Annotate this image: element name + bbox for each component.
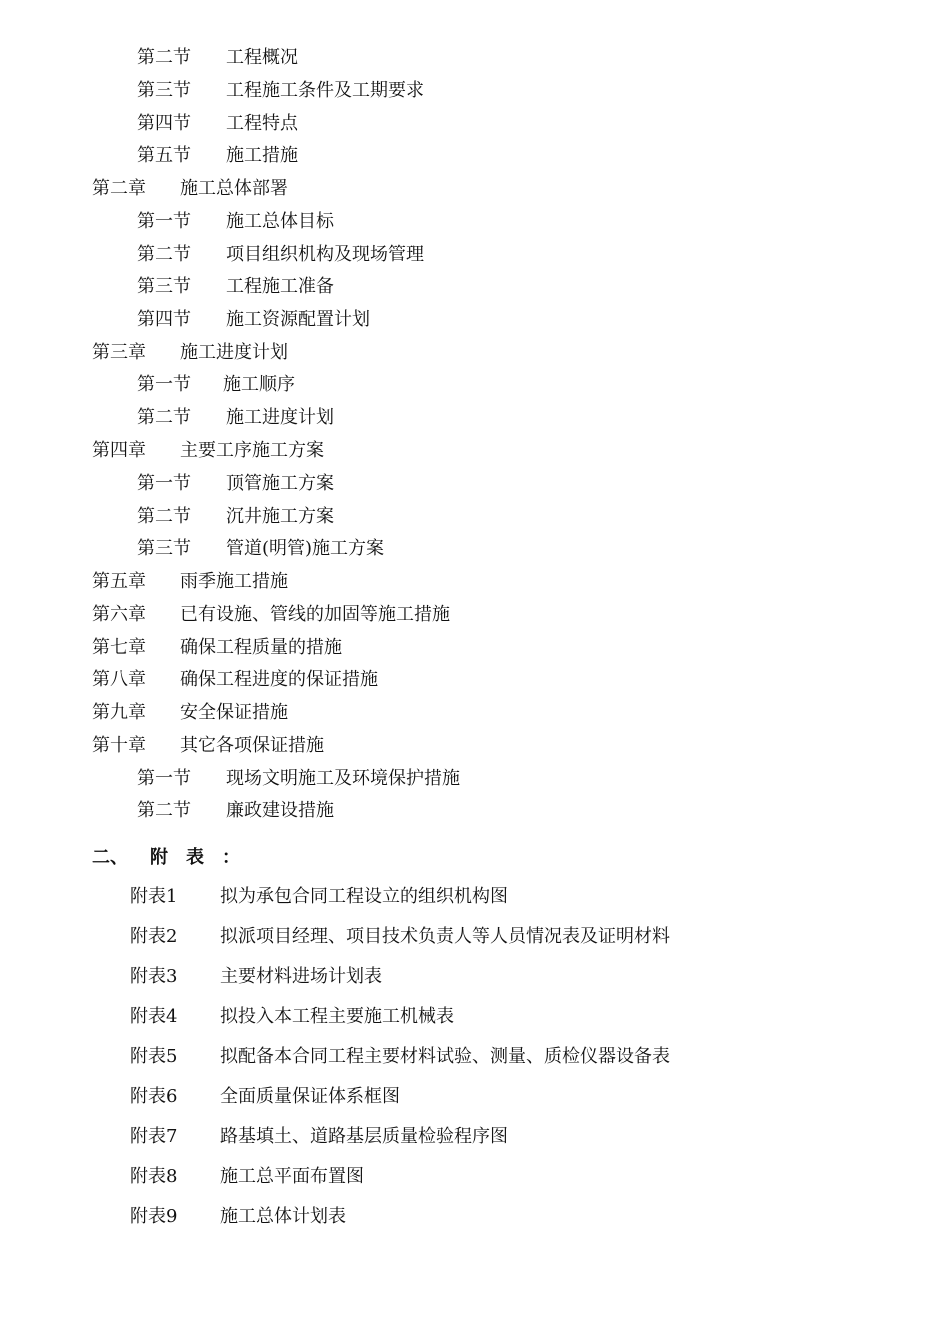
appendix-heading-title: 附表： — [150, 847, 258, 868]
toc-number: 第五节 — [137, 145, 191, 166]
appendix-title: 拟投入本工程主要施工机械表 — [220, 1006, 454, 1027]
toc-title: 廉政建设措施 — [226, 800, 334, 821]
toc-title: 施工资源配置计划 — [226, 309, 370, 330]
toc-section-row — [137, 143, 298, 169]
toc-section-row — [137, 504, 334, 530]
appendix-number: 附表9 — [130, 1206, 178, 1227]
appendix-item — [130, 964, 382, 990]
toc-number: 第三章 — [92, 342, 146, 363]
appendix-item — [130, 1164, 364, 1190]
toc-title: 施工措施 — [226, 145, 298, 166]
appendix-title: 拟派项目经理、项目技术负责人等人员情况表及证明材料 — [220, 926, 670, 947]
toc-title: 现场文明施工及环境保护措施 — [226, 768, 460, 789]
toc-title: 雨季施工措施 — [180, 571, 288, 592]
toc-section-row — [137, 242, 424, 268]
toc-title: 施工顺序 — [223, 374, 295, 395]
toc-number: 第四节 — [137, 113, 191, 134]
toc-title: 顶管施工方案 — [226, 473, 334, 494]
toc-chapter-row — [92, 602, 450, 628]
toc-number: 第二章 — [92, 178, 146, 199]
appendix-item — [130, 1204, 346, 1230]
toc-title: 其它各项保证措施 — [180, 735, 324, 756]
appendix-number: 附表2 — [130, 926, 178, 947]
toc-section-row — [137, 78, 424, 104]
toc-section-row — [137, 798, 334, 824]
toc-title: 施工进度计划 — [226, 407, 334, 428]
appendix-number: 附表1 — [130, 886, 178, 907]
toc-section-row — [137, 471, 334, 497]
appendix-title: 拟配备本合同工程主要材料试验、测量、质检仪器设备表 — [220, 1046, 670, 1067]
toc-section-row — [137, 536, 384, 562]
toc-number: 第二节 — [137, 800, 191, 821]
toc-title: 工程特点 — [226, 113, 298, 134]
appendix-item — [130, 884, 508, 910]
toc-number: 第八章 — [92, 669, 146, 690]
toc-number: 第九章 — [92, 702, 146, 723]
appendix-title: 路基填土、道路基层质量检验程序图 — [220, 1126, 508, 1147]
toc-number: 第七章 — [92, 637, 146, 658]
toc-section-row — [137, 766, 460, 792]
toc-section-row — [137, 111, 298, 137]
toc-title: 施工总体部署 — [180, 178, 288, 199]
toc-title: 管道(明管)施工方案 — [226, 538, 385, 559]
toc-chapter-row — [92, 340, 288, 366]
toc-chapter-row — [92, 635, 342, 661]
toc-number: 第一节 — [137, 768, 191, 789]
toc-number: 第一节 — [137, 211, 191, 232]
toc-section-row — [137, 405, 334, 431]
appendix-item — [130, 1084, 400, 1110]
toc-number: 第三节 — [137, 538, 191, 559]
toc-title: 施工进度计划 — [180, 342, 288, 363]
appendix-title: 拟为承包合同工程设立的组织机构图 — [220, 886, 508, 907]
toc-title: 确保工程质量的措施 — [180, 637, 342, 658]
toc-number: 第三节 — [137, 276, 191, 297]
appendix-heading-number: 二、 — [92, 847, 128, 868]
toc-number: 第十章 — [92, 735, 146, 756]
appendix-title: 施工总体计划表 — [220, 1206, 346, 1227]
toc-title: 工程施工条件及工期要求 — [226, 80, 424, 101]
toc-chapter-row — [92, 569, 288, 595]
appendix-number: 附表6 — [130, 1086, 178, 1107]
toc-number: 第二节 — [137, 407, 191, 428]
toc-chapter-row — [92, 700, 288, 726]
appendix-title: 施工总平面布置图 — [220, 1166, 364, 1187]
toc-number: 第二节 — [137, 47, 191, 68]
toc-number: 第五章 — [92, 571, 146, 592]
appendix-item — [130, 924, 670, 950]
toc-number: 第四章 — [92, 440, 146, 461]
toc-title: 已有设施、管线的加固等施工措施 — [180, 604, 450, 625]
appendix-number: 附表8 — [130, 1166, 178, 1187]
toc-title: 工程施工准备 — [226, 276, 334, 297]
appendix-number: 附表7 — [130, 1126, 178, 1147]
toc-section-row — [137, 372, 295, 398]
appendix-title: 全面质量保证体系框图 — [220, 1086, 400, 1107]
appendix-title: 主要材料进场计划表 — [220, 966, 382, 987]
toc-number: 第一节 — [137, 374, 191, 395]
toc-number: 第六章 — [92, 604, 146, 625]
appendix-item — [130, 1124, 508, 1150]
appendix-number: 附表5 — [130, 1046, 178, 1067]
toc-title: 安全保证措施 — [180, 702, 288, 723]
appendix-item — [130, 1004, 454, 1030]
toc-number: 第二节 — [137, 506, 191, 527]
appendix-number: 附表4 — [130, 1006, 178, 1027]
toc-chapter-row — [92, 667, 378, 693]
appendix-number: 附表3 — [130, 966, 178, 987]
toc-section-row — [137, 307, 370, 333]
appendix-item — [130, 1044, 670, 1070]
toc-chapter-row — [92, 733, 324, 759]
toc-number: 第二节 — [137, 244, 191, 265]
toc-number: 第一节 — [137, 473, 191, 494]
toc-chapter-row — [92, 438, 324, 464]
toc-title: 项目组织机构及现场管理 — [226, 244, 424, 265]
toc-section-row — [137, 274, 334, 300]
toc-section-row — [137, 45, 298, 71]
appendix-heading — [92, 845, 258, 871]
toc-title: 主要工序施工方案 — [180, 440, 324, 461]
toc-title: 确保工程进度的保证措施 — [180, 669, 378, 690]
toc-number: 第三节 — [137, 80, 191, 101]
toc-chapter-row — [92, 176, 288, 202]
toc-number: 第四节 — [137, 309, 191, 330]
toc-title: 施工总体目标 — [226, 211, 334, 232]
toc-title: 沉井施工方案 — [226, 506, 334, 527]
toc-title: 工程概况 — [226, 47, 298, 68]
toc-section-row — [137, 209, 334, 235]
